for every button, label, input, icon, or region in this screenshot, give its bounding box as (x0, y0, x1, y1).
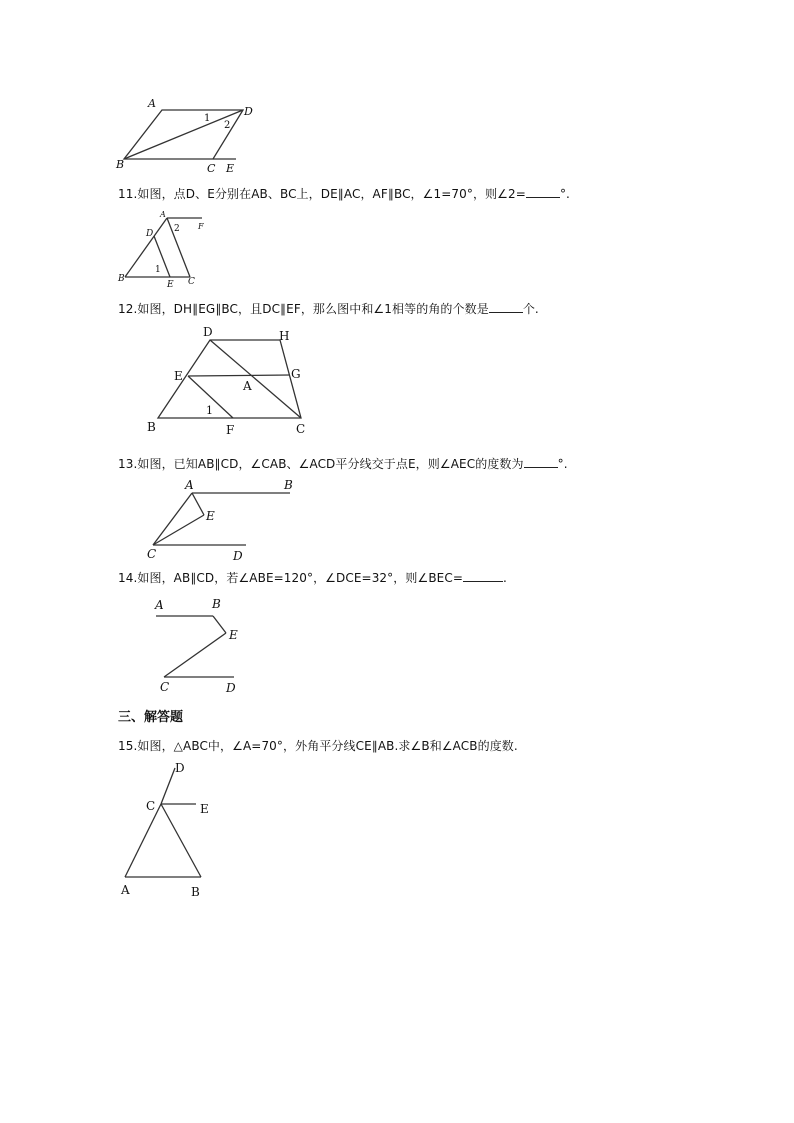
label-e: E (174, 369, 183, 383)
label-e: E (226, 162, 235, 175)
figure-q14 (146, 592, 256, 696)
label-f: F (226, 423, 235, 437)
label-b: B (212, 597, 221, 611)
label-h: H (279, 329, 290, 343)
label-d: D (175, 761, 185, 775)
question-13-suffix: °. (557, 457, 568, 471)
segment-ec (153, 515, 204, 545)
segment-eg (188, 375, 290, 376)
label-b: B (118, 274, 125, 284)
answer-blank-13[interactable] (524, 456, 558, 468)
label-a: A (160, 210, 166, 219)
segment-dc (210, 340, 301, 418)
figure-q15 (116, 758, 216, 903)
label-c: C (207, 162, 216, 175)
question-14 (118, 570, 507, 586)
label-e: E (229, 628, 238, 642)
label-angle-2: 2 (174, 224, 180, 234)
diagonal-bd (124, 110, 243, 159)
figure-q12 (140, 322, 325, 442)
label-c: C (160, 680, 170, 694)
ray-cd (161, 768, 175, 804)
question-14-text: 14.如图，AB∥CD，若∠ABE=120°，∠DCE=32°，则∠BEC= (118, 571, 463, 585)
label-a: A (148, 97, 156, 110)
question-13-text: 13.如图，已知AB∥CD，∠CAB、∠ACD平分线交于点E，则∠AEC的度数为 (118, 457, 524, 471)
label-b: B (116, 158, 125, 171)
question-12-text: 12.如图，DH∥EG∥BC，且DC∥EF，那么图中和∠1相等的角的个数是 (118, 302, 489, 316)
label-c: C (188, 277, 195, 287)
answer-blank-11[interactable] (526, 186, 560, 198)
label-angle-2: 2 (224, 120, 231, 131)
label-b: B (147, 420, 156, 434)
label-d: D (233, 549, 243, 563)
label-f: F (198, 222, 204, 231)
label-d: D (146, 229, 154, 239)
question-11 (118, 186, 570, 202)
figure-q10 (116, 96, 266, 178)
segment-cb (161, 804, 201, 877)
figure-q13 (140, 476, 300, 564)
label-angle-1: 1 (206, 404, 213, 417)
label-d: D (244, 105, 253, 118)
question-11-text: 11.如图，点D、E分别在AB、BC上，DE∥AC，AF∥BC，∠1=70°，则∠2= (118, 187, 526, 201)
answer-blank-14[interactable] (463, 570, 503, 582)
label-c: C (296, 422, 306, 436)
label-angle-1: 1 (155, 265, 161, 275)
segment-ec (164, 633, 226, 677)
label-a: A (155, 598, 164, 612)
label-e: E (167, 280, 174, 290)
label-angle-1: 1 (204, 113, 211, 124)
question-13 (118, 456, 568, 472)
label-e: E (200, 802, 209, 816)
label-c: C (146, 799, 156, 813)
question-12-suffix: 个. (522, 302, 539, 316)
segment-be (213, 616, 226, 633)
question-15 (118, 738, 518, 754)
segment-ac (153, 493, 192, 545)
segment-ae (192, 493, 204, 515)
label-d: D (203, 325, 213, 339)
question-15-text: 15.如图，△ABC中，∠A=70°，外角平分线CE∥AB.求∠B和∠ACB的度数. (118, 739, 518, 753)
label-c: C (147, 547, 157, 561)
label-a: A (243, 379, 252, 393)
question-14-suffix: . (502, 571, 507, 585)
label-a: A (121, 883, 130, 897)
label-b: B (284, 478, 293, 492)
answer-blank-12[interactable] (489, 301, 523, 313)
label-g: G (291, 367, 301, 381)
label-d: D (226, 681, 236, 695)
figure-q11 (116, 210, 208, 290)
label-b: B (191, 885, 200, 899)
section-heading: 三、解答题 (118, 710, 184, 725)
question-11-suffix: °. (559, 187, 570, 201)
question-12 (118, 301, 539, 317)
segment-ac (125, 804, 161, 877)
label-e: E (206, 509, 215, 523)
label-a: A (185, 478, 194, 492)
